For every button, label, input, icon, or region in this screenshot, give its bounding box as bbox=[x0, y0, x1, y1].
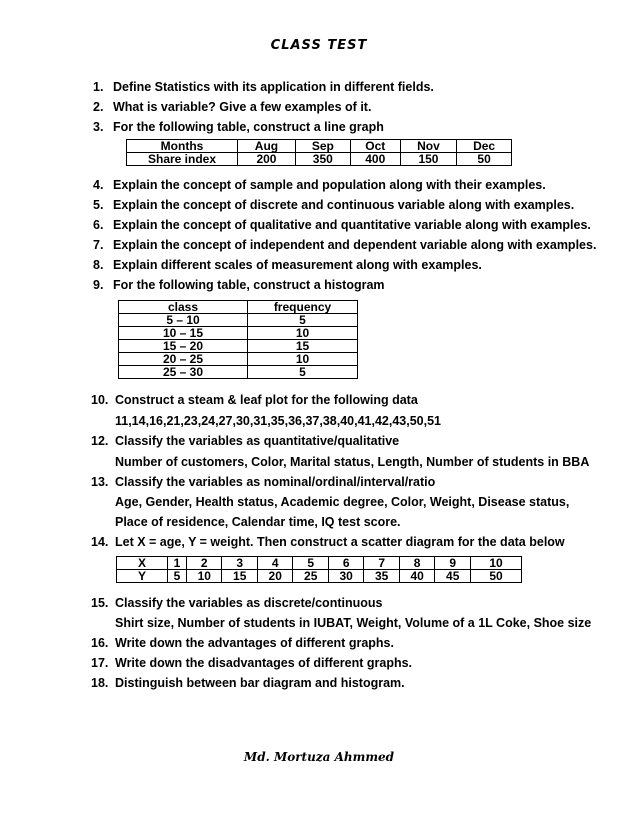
question-number: 4. bbox=[93, 178, 104, 192]
table-cell: 5 bbox=[248, 366, 358, 379]
table-cell: Oct bbox=[350, 140, 400, 153]
page-title: CLASS TEST bbox=[270, 38, 368, 53]
question-1 bbox=[93, 80, 434, 94]
table-row bbox=[119, 327, 358, 340]
table-row bbox=[119, 340, 358, 353]
question-number: 9. bbox=[93, 278, 104, 292]
question-number: 1. bbox=[93, 80, 104, 94]
table-cell: 45 bbox=[435, 570, 471, 583]
question-text: Explain different scales of measurement along with examples. bbox=[113, 258, 482, 272]
frequency-table bbox=[118, 300, 358, 379]
question-6 bbox=[93, 218, 591, 232]
table-row bbox=[119, 314, 358, 327]
question-12-variables: Number of customers, Color, Marital status, Length, Number of students in BBA bbox=[115, 455, 590, 469]
table-cell: Y bbox=[117, 570, 168, 583]
table-cell: 35 bbox=[364, 570, 399, 583]
table-cell: 5 bbox=[248, 314, 358, 327]
question-text: For the following table, construct a histogram bbox=[113, 278, 385, 292]
question-text: Let X = age, Y = weight. Then construct a scatter diagram for the data below bbox=[115, 535, 565, 549]
question-number: 6. bbox=[93, 218, 104, 232]
question-text: Explain the concept of qualitative and quantitative variable along with examples. bbox=[113, 218, 591, 232]
question-text: Explain the concept of independent and dependent variable along with examples. bbox=[113, 238, 597, 252]
table-row bbox=[119, 366, 358, 379]
question-8 bbox=[93, 258, 482, 272]
table-cell: 5 – 10 bbox=[119, 314, 248, 327]
question-17 bbox=[91, 656, 412, 670]
question-text: Construct a steam & leaf plot for the following data bbox=[115, 393, 418, 407]
table-cell: 5 bbox=[293, 557, 328, 570]
table-row bbox=[127, 153, 512, 166]
question-text: Write down the disadvantages of different graphs. bbox=[115, 656, 413, 670]
table-cell: 6 bbox=[328, 557, 363, 570]
question-number: 17. bbox=[91, 656, 109, 670]
table-cell: 10 bbox=[248, 327, 358, 340]
table-cell: 25 bbox=[293, 570, 328, 583]
question-2 bbox=[93, 100, 371, 114]
question-number: 7. bbox=[93, 238, 104, 252]
table-cell: 8 bbox=[399, 557, 434, 570]
question-number: 2. bbox=[93, 100, 104, 114]
question-15 bbox=[91, 596, 382, 610]
question-number: 8. bbox=[93, 258, 104, 272]
question-5 bbox=[93, 198, 574, 212]
table-cell: 25 – 30 bbox=[119, 366, 248, 379]
table-cell: 15 bbox=[222, 570, 257, 583]
question-text: For the following table, construct a line graph bbox=[113, 120, 384, 134]
table-cell: 10 bbox=[248, 353, 358, 366]
question-text: Classify the variables as quantitative/qualitative bbox=[115, 434, 400, 448]
table-cell: Share index bbox=[127, 153, 238, 166]
question-3 bbox=[93, 120, 384, 134]
question-13 bbox=[91, 475, 435, 489]
table-cell: Dec bbox=[457, 140, 512, 153]
table-cell: Aug bbox=[238, 140, 296, 153]
question-number: 18. bbox=[91, 676, 109, 690]
scatter-data-table bbox=[116, 556, 522, 583]
question-text: Classify the variables as nominal/ordinal/interval/ratio bbox=[115, 475, 436, 489]
table-row bbox=[119, 353, 358, 366]
table-cell: 50 bbox=[457, 153, 512, 166]
question-number: 13. bbox=[91, 475, 109, 489]
table-cell: Nov bbox=[400, 140, 456, 153]
table-cell: Sep bbox=[295, 140, 350, 153]
question-14 bbox=[91, 535, 565, 549]
table-cell: 400 bbox=[350, 153, 400, 166]
table-header-row bbox=[119, 301, 358, 314]
question-15-variables: Shirt size, Number of students in IUBAT, Weight, Volume of a 1L Coke, Shoe size bbox=[115, 616, 592, 630]
table-cell: frequency bbox=[248, 301, 358, 314]
table-cell: 5 bbox=[168, 570, 187, 583]
table-cell: 350 bbox=[295, 153, 350, 166]
table-cell: Months bbox=[127, 140, 238, 153]
table-header-row bbox=[127, 140, 512, 153]
question-text: Explain the concept of sample and population along with their examples. bbox=[113, 178, 546, 192]
question-12 bbox=[91, 434, 399, 448]
table-cell: 10 – 15 bbox=[119, 327, 248, 340]
question-4 bbox=[93, 178, 546, 192]
table-cell: 1 bbox=[168, 557, 187, 570]
question-number: 3. bbox=[93, 120, 104, 134]
table-cell: 9 bbox=[435, 557, 471, 570]
question-9 bbox=[93, 278, 385, 292]
table-cell: 3 bbox=[222, 557, 257, 570]
question-10-data: 11,14,16,21,23,24,27,30,31,35,36,37,38,40,41,42,43,50,51 bbox=[115, 414, 441, 428]
table-cell: 15 bbox=[248, 340, 358, 353]
question-7 bbox=[93, 238, 596, 252]
question-number: 16. bbox=[91, 636, 109, 650]
table-cell: 150 bbox=[400, 153, 456, 166]
question-number: 5. bbox=[93, 198, 104, 212]
author-signature: Md. Mortuza Ahmmed bbox=[243, 750, 395, 764]
table-cell: 20 – 25 bbox=[119, 353, 248, 366]
table-cell: 4 bbox=[257, 557, 292, 570]
table-cell: 30 bbox=[328, 570, 363, 583]
table-cell: 10 bbox=[187, 570, 222, 583]
question-text: Explain the concept of discrete and continuous variable along with examples. bbox=[113, 198, 575, 212]
table-cell: 200 bbox=[238, 153, 296, 166]
question-10 bbox=[91, 393, 418, 407]
question-text: Classify the variables as discrete/continuous bbox=[115, 596, 383, 610]
question-number: 12. bbox=[91, 434, 109, 448]
table-cell: 2 bbox=[187, 557, 222, 570]
share-index-table bbox=[126, 139, 512, 166]
question-text: Write down the advantages of different graphs. bbox=[115, 636, 394, 650]
question-text: Define Statistics with its application in different fields. bbox=[113, 80, 434, 94]
question-number: 14. bbox=[91, 535, 109, 549]
question-16 bbox=[91, 636, 394, 650]
question-18 bbox=[91, 676, 405, 690]
table-cell: 50 bbox=[471, 570, 522, 583]
table-cell: 20 bbox=[257, 570, 292, 583]
table-cell: 7 bbox=[364, 557, 399, 570]
table-cell: class bbox=[119, 301, 248, 314]
table-row bbox=[117, 570, 522, 583]
table-row bbox=[117, 557, 522, 570]
question-13-variables-line-1: Age, Gender, Health status, Academic degree, Color, Weight, Disease status, bbox=[115, 495, 570, 509]
question-text: Distinguish between bar diagram and histogram. bbox=[115, 676, 405, 690]
table-cell: 15 – 20 bbox=[119, 340, 248, 353]
table-cell: 40 bbox=[399, 570, 434, 583]
question-text: What is variable? Give a few examples of it. bbox=[113, 100, 372, 114]
table-cell: X bbox=[117, 557, 168, 570]
table-cell: 10 bbox=[471, 557, 522, 570]
question-number: 15. bbox=[91, 596, 109, 610]
question-13-variables-line-2: Place of residence, Calendar time, IQ test score. bbox=[115, 515, 401, 529]
question-number: 10. bbox=[91, 393, 109, 407]
